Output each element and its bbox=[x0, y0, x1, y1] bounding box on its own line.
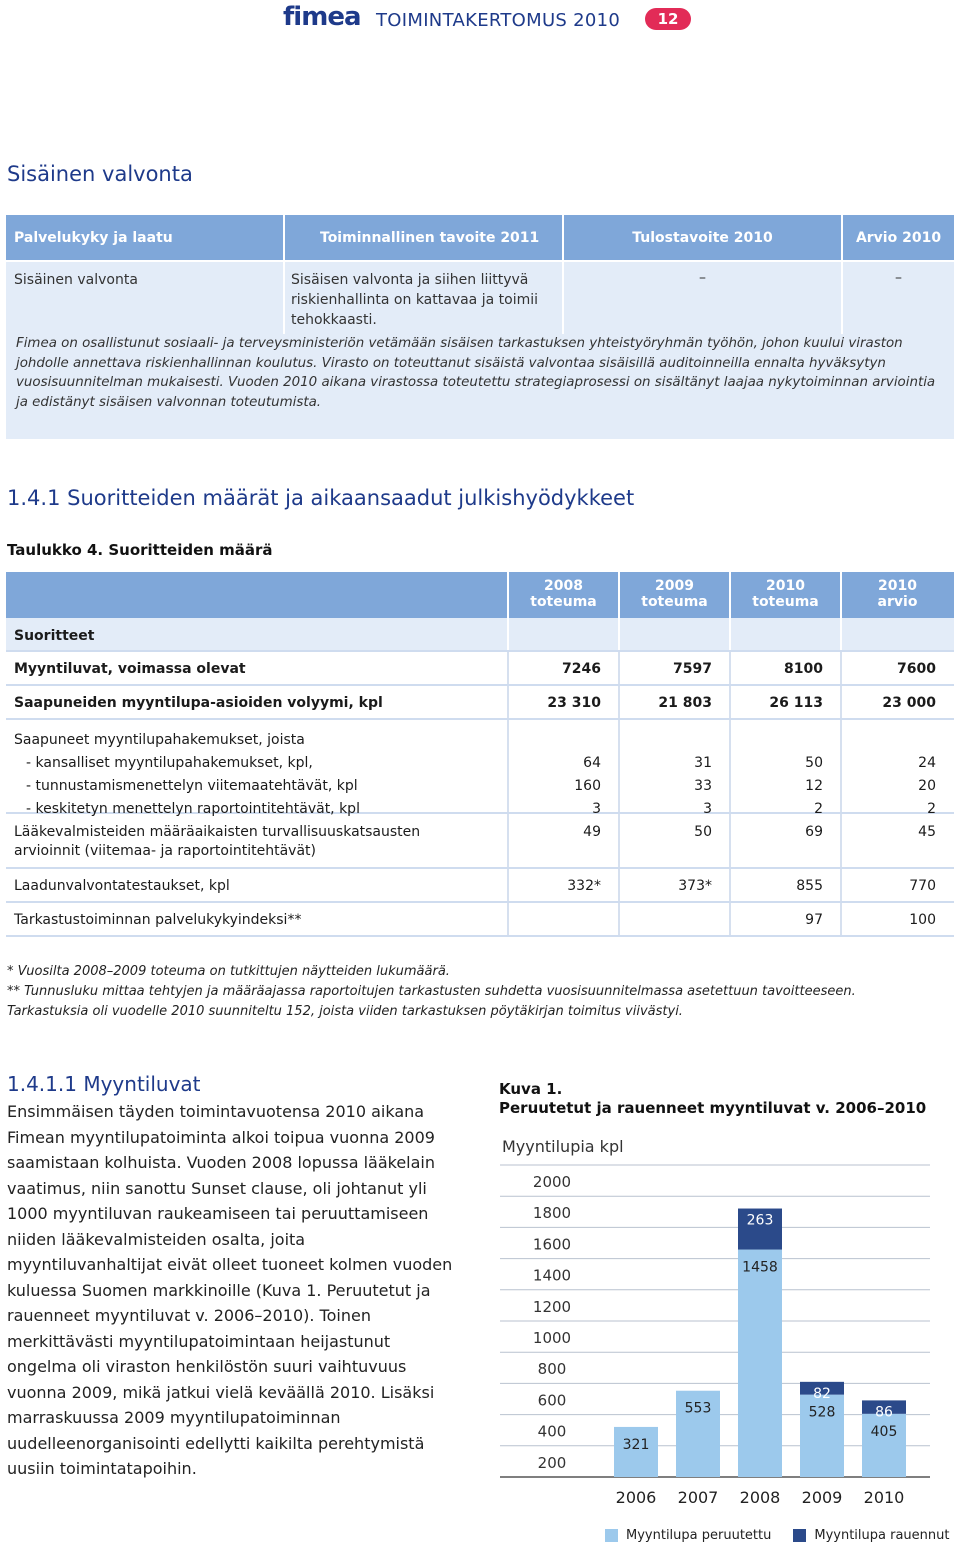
y-tick-label: 200 bbox=[537, 1453, 567, 1472]
section-title: Sisäinen valvonta bbox=[7, 162, 193, 186]
x-tick-label: 2009 bbox=[801, 1488, 843, 1507]
cell-value: 23 310 bbox=[509, 686, 620, 718]
table-header: Tulostavoite 2010 bbox=[564, 215, 843, 260]
row-header: Suoritteet bbox=[6, 618, 509, 650]
table-header: Palvelukyky ja laatu bbox=[6, 215, 285, 260]
col-header: 2010 toteuma bbox=[731, 572, 842, 618]
table-header: Toiminnallinen tavoite 2011 bbox=[285, 215, 564, 260]
cell-value: 8100 bbox=[731, 652, 842, 684]
data-label: 528 bbox=[808, 1404, 836, 1421]
cell-value: 69 bbox=[731, 814, 842, 867]
subsection-heading: 1.4.1.1 Myyntiluvat bbox=[7, 1072, 201, 1096]
col-header: 2008 toteuma bbox=[509, 572, 620, 618]
table-cell: – bbox=[895, 270, 902, 286]
y-tick-label: 1200 bbox=[532, 1297, 572, 1316]
table-cell: Sisäisen valvonta ja siihen liittyvä riskienhallinta on kattavaa ja toimii tehokkaasti. bbox=[285, 262, 564, 334]
cell-value: 97 bbox=[731, 903, 842, 935]
legend-swatch-rauennut bbox=[793, 1529, 806, 1542]
y-tick-label: 400 bbox=[537, 1422, 567, 1441]
data-label: 553 bbox=[684, 1400, 712, 1417]
row-label: Myyntiluvat, voimassa olevat bbox=[6, 652, 509, 684]
cell-value: 7597 bbox=[620, 652, 731, 684]
cell-value: 7246 bbox=[509, 652, 620, 684]
x-tick-label: 2007 bbox=[677, 1488, 719, 1507]
row-label: Saapuneiden myyntilupa-asioiden volyymi, kpl bbox=[6, 686, 509, 718]
chart-legend bbox=[605, 1528, 949, 1543]
cell-value: 31 33 3 bbox=[620, 720, 731, 812]
cell-value: 26 113 bbox=[731, 686, 842, 718]
y-tick-label: 1400 bbox=[532, 1266, 572, 1285]
cell-value: 23 000 bbox=[882, 695, 936, 711]
cell-value bbox=[620, 903, 731, 935]
y-tick-label: 800 bbox=[537, 1360, 567, 1379]
legend-label: Myyntilupa peruutettu bbox=[626, 1528, 772, 1543]
cell-value: 50 bbox=[620, 814, 731, 867]
table-cell: – bbox=[564, 262, 843, 334]
cell-value: 45 bbox=[918, 824, 936, 840]
data-label: 1458 bbox=[742, 1259, 778, 1276]
brand-logo: fimea bbox=[283, 2, 361, 32]
cell-value: 100 bbox=[909, 912, 936, 928]
data-label: 86 bbox=[875, 1404, 893, 1421]
col-header: 2009 toteuma bbox=[620, 572, 731, 618]
cell-value: 373* bbox=[620, 869, 731, 901]
cell-value: 770 bbox=[909, 878, 936, 894]
cell-value: 64 160 3 bbox=[509, 720, 620, 812]
row-label: Laadunvalvontatestaukset, kpl bbox=[6, 869, 509, 901]
section-heading-text: Suoritteiden määrät ja aikaansaadut julkishyödykkeet bbox=[67, 486, 635, 510]
row-label: Lääkevalmisteiden määräaikaisten turvallisuuskatsausten arvioinnit (viitemaa- ja raportointitehtävät) bbox=[6, 814, 509, 867]
cell-value bbox=[509, 903, 620, 935]
y-tick-label: 600 bbox=[537, 1391, 567, 1410]
data-label: 405 bbox=[870, 1423, 898, 1440]
body-text: Ensimmäisen täyden toimintavuotensa 2010 aikana Fimean myyntilupatoiminta alkoi toipua vuonna 2009 saamistaan kolhuista. Vuoden 2008 lopussa lääkelain vaatimus, niin sanottu Sunset clause, oli johtanut yli 1000 myyntiluvan raukeamiseen tai peruuttamiseen niiden lääkevalmisteiden osalta, joita myyntiluvanhaltijat eivät olleet tuoneet kolmen vuoden kuluessa Suomen markkinoille (Kuva 1. Peruutetut ja rauenneet myyntiluvat v. 2006–2010). Toinen merkittävästi myyntilupatoimintaan heijastunut ongelma oli viraston henkilöstön suuri vaihtuvuus vuonna 2009, mikä jatkui vielä keväällä 2010. Lisäksi marraskuussa 2009 myyntilupatoiminnan uudelleenorganisointi edellytti kaikilta perehtymistä uusiin toimintatapoihin. bbox=[7, 1102, 453, 1478]
page-number-badge: 12 bbox=[645, 8, 691, 30]
row-label: Tarkastustoiminnan palvelukykyindeksi** bbox=[6, 903, 509, 935]
table-cell: Sisäinen valvonta bbox=[6, 262, 285, 334]
cell-value: 24 20 2 bbox=[918, 755, 936, 817]
cell-value: 49 bbox=[509, 814, 620, 867]
output-table bbox=[6, 572, 954, 937]
bar-chart bbox=[495, 1155, 935, 1515]
table-note: Fimea on osallistunut sosiaali- ja terveysministeriön vetämään sisäisen tarkastuksen yhteistyöryhmän työhön, johon kuului viraston johdolle annettava riskienhallinnan koulutus. Virasto on toteuttanut sisäistä valvontaa sisäisillä auditoinneilla ennalta hyväksytyn vuosisuunnitelman mukaisesti. Vuoden 2010 aikana virastossa toteutettu strategiaprosessi on sisältänyt laajaa nykytoiminnan arviointia ja edistänyt sisäisen valvonnan toteutumista. bbox=[6, 334, 954, 439]
report-title: TOIMINTAKERTOMUS 2010 bbox=[376, 10, 621, 31]
data-label: 321 bbox=[622, 1436, 650, 1453]
cell-value: 855 bbox=[731, 869, 842, 901]
x-tick-label: 2010 bbox=[863, 1488, 905, 1507]
cell-value: 21 803 bbox=[620, 686, 731, 718]
table-caption: Taulukko 4. Suoritteiden määrä bbox=[7, 541, 273, 559]
quality-table bbox=[6, 215, 954, 439]
header-blank bbox=[6, 572, 509, 618]
cell-value: 332* bbox=[509, 869, 620, 901]
cell-value: 50 12 2 bbox=[731, 720, 842, 812]
y-axis-label: Myyntilupia kpl bbox=[502, 1137, 624, 1156]
x-tick-label: 2006 bbox=[615, 1488, 657, 1507]
y-tick-label: 2000 bbox=[532, 1173, 572, 1191]
table-header: Arvio 2010 bbox=[855, 229, 942, 246]
x-tick-label: 2008 bbox=[739, 1488, 781, 1507]
legend-label: Myyntilupa rauennut bbox=[814, 1528, 950, 1543]
data-label: 82 bbox=[813, 1385, 831, 1402]
col-header: 2010 arvio bbox=[877, 578, 918, 610]
data-label: 263 bbox=[746, 1212, 774, 1229]
y-tick-label: 1000 bbox=[532, 1329, 572, 1347]
section-number: 1.4.1 bbox=[7, 486, 61, 510]
legend-swatch-peruutettu bbox=[605, 1529, 618, 1542]
table-footnotes: * Vuosilta 2008–2009 toteuma on tutkittujen näytteiden lukumäärä. ** Tunnusluku mittaa tehtyjen ja määräajassa raportoitujen tarkastusten suhdetta vuosisuunnitelmassa asetettuun tavoitteeseen. Tarkastuksia oli vuodelle 2010 suunniteltu 152, joista viiden tarkastuksen pöytäkirjan toimitus viivästyi. bbox=[7, 964, 856, 1019]
chart-caption: Kuva 1. Peruutetut ja rauenneet myyntiluvat v. 2006–2010 bbox=[499, 1080, 927, 1117]
cell-value: 7600 bbox=[897, 661, 936, 677]
row-label: Saapuneet myyntilupahakemukset, joista - kansalliset myyntilupahakemukset, kpl, - tunnustamismenettelyn viitemaatehtävät, kpl - keskitetyn menettelyn raportointitehtävät, kpl bbox=[6, 720, 509, 812]
section-heading bbox=[7, 486, 634, 510]
y-tick-label: 1800 bbox=[532, 1204, 572, 1223]
bar-peruutettu bbox=[738, 1250, 782, 1477]
y-tick-label: 1600 bbox=[532, 1235, 572, 1254]
